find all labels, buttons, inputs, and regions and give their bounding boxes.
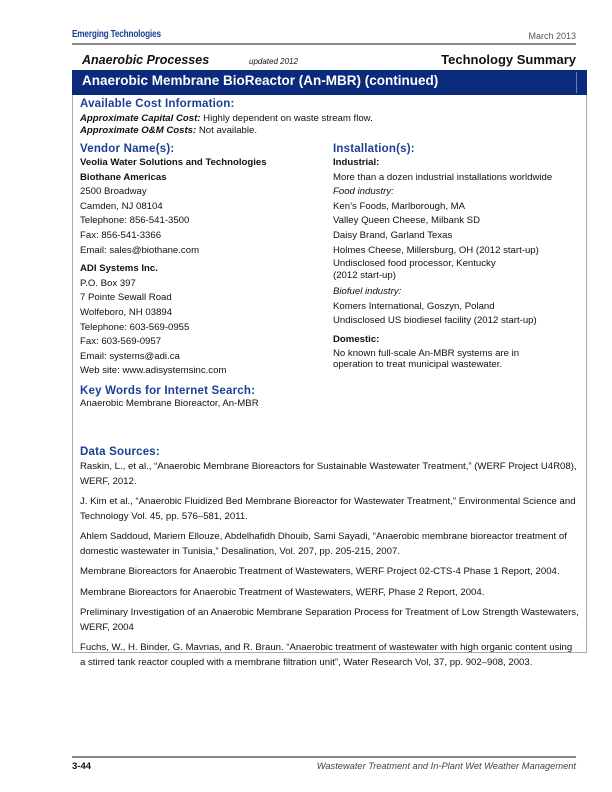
- vendor-company: Veolia Water Solutions and Technologies: [80, 157, 267, 168]
- vendor-website: Web site: www.adisystemsinc.com: [80, 365, 227, 377]
- vendor-fax: Fax: 856-541-3366: [80, 229, 162, 241]
- installation-item: Daisy Brand, Garland Texas: [333, 229, 453, 241]
- vendor-email: Email: systems@adi.ca: [80, 350, 180, 362]
- vendor-address: P.O. Box 397: [80, 277, 136, 289]
- cost-section: [80, 98, 580, 137]
- cost-heading: Available Cost Information:: [80, 98, 235, 110]
- doc-type: Technology Summary: [441, 52, 576, 67]
- installation-item: Komers International, Goszyn, Poland: [333, 300, 495, 312]
- installation-item: (2012 start-up): [333, 269, 396, 281]
- food-label: Food industry:: [333, 186, 394, 198]
- running-title: Emerging Technologies: [72, 29, 161, 40]
- installation-item: Undisclosed US biodiesel facility (2012 start-up): [333, 315, 537, 327]
- vendor-name: ADI Systems Inc.: [80, 263, 158, 275]
- banner: Anaerobic Membrane BioReactor (An-MBR) (continued): [72, 70, 587, 95]
- industrial-text: More than a dozen industrial installations worldwide: [333, 171, 553, 183]
- footer-title: Wastewater Treatment and In-Plant Wet Weather Management: [316, 761, 576, 771]
- updated-note: updated 2012: [249, 57, 298, 66]
- domestic-label: Domestic:: [333, 333, 380, 345]
- source-item: Ahlem Saddoud, Mariem Ellouze, Abdelhafidh Dhouib, Sami Sayadi, “Anaerobic membrane bioreactor treatment of domestic wastewater in Tunisia,” Desalination, Vol. 207, pp. 205-215, 2007.: [80, 531, 567, 557]
- industrial-label: Industrial:: [333, 157, 380, 168]
- source-item: Membrane Bioreactors for Anaerobic Treatment of Wastewaters, WERF, Phase 2 Report, 2004.: [80, 586, 485, 598]
- vendor-city: Wolfeboro, NH 03894: [80, 306, 173, 318]
- footer-rule: [72, 756, 576, 758]
- installation-item: Valley Queen Cheese, Milbank SD: [333, 215, 481, 227]
- vendor-address: 7 Pointe Sewall Road: [80, 292, 172, 304]
- biofuel-label: Biofuel industry:: [333, 286, 402, 298]
- om-label: Approximate O&M Costs:: [80, 125, 197, 136]
- source-item: Raskin, L., et al., “Anaerobic Membrane Bioreactors for Sustainable Wastewater Treatment,” (WERF Project U4R08), WERF, 2012.: [80, 461, 577, 487]
- vendor-address: 2500 Broadway: [80, 186, 147, 198]
- keywords-heading: Key Words for Internet Search:: [80, 384, 256, 397]
- vendors-section: [80, 143, 325, 412]
- vendor-email: Email: sales@biothane.com: [80, 244, 200, 256]
- source-item: Membrane Bioreactors for Anaerobic Treatment of Wastewaters, WERF Project 02-CTS-4 Phase 1 Report, 2004.: [80, 566, 560, 577]
- source-item: J. Kim et al., “Anaerobic Fluidized Bed Membrane Bioreactor for Wastewater Treatment,” Environmental Science and Technology Vol. 45, pp. 576–581, 2011.: [80, 496, 576, 522]
- installations-heading: Installation(s):: [333, 143, 415, 155]
- source-item: Preliminary Investigation of an Anaerobic Membrane Separation Process for Treatment of Low Strength Wastewaters, WERF, 2004: [80, 607, 579, 633]
- header-rule: [72, 43, 576, 45]
- installation-item: Holmes Cheese, Millersburg, OH (2012 start-up): [333, 244, 539, 256]
- vendor-fax: Fax: 603-569-0957: [80, 336, 162, 348]
- vendor-phone: Telephone: 603-569-0955: [80, 321, 190, 333]
- installations-section: [333, 143, 583, 371]
- vendor-city: Camden, NJ 08104: [80, 200, 163, 212]
- vendor-phone: Telephone: 856-541-3500: [80, 215, 190, 227]
- sources-section: [80, 446, 580, 676]
- section-title: Anaerobic Processes: [82, 53, 210, 67]
- source-item: Fuchs, W., H. Binder, G. Mavrias, and R. Braun. “Anaerobic treatment of wastewater with high organic content using a stirred tank reactor coupled with a membrane filtration unit”, Water Research Vol, 37, pp. 902–908, 2003.: [80, 642, 573, 668]
- vendor-name: Biothane Americas: [80, 171, 167, 183]
- date: March 2013: [528, 31, 576, 41]
- page-number: 3-44: [72, 761, 92, 772]
- installation-item: Undisclosed food processor, Kentucky: [333, 258, 496, 270]
- capital-value: Highly dependent on waste stream flow.: [200, 113, 373, 124]
- keywords-text: Anaerobic Membrane Bioreactor, An-MBR: [80, 397, 259, 409]
- domestic-text: operation to treat municipal wastewater.: [333, 359, 503, 371]
- installation-item: Ken’s Foods, Marlborough, MA: [333, 200, 466, 212]
- domestic-text: No known full-scale An-MBR systems are in: [333, 347, 520, 359]
- capital-label: Approximate Capital Cost:: [80, 113, 201, 124]
- sources-heading: Data Sources:: [80, 446, 160, 458]
- om-value: Not available.: [196, 125, 257, 136]
- vendors-heading: Vendor Name(s):: [80, 143, 175, 155]
